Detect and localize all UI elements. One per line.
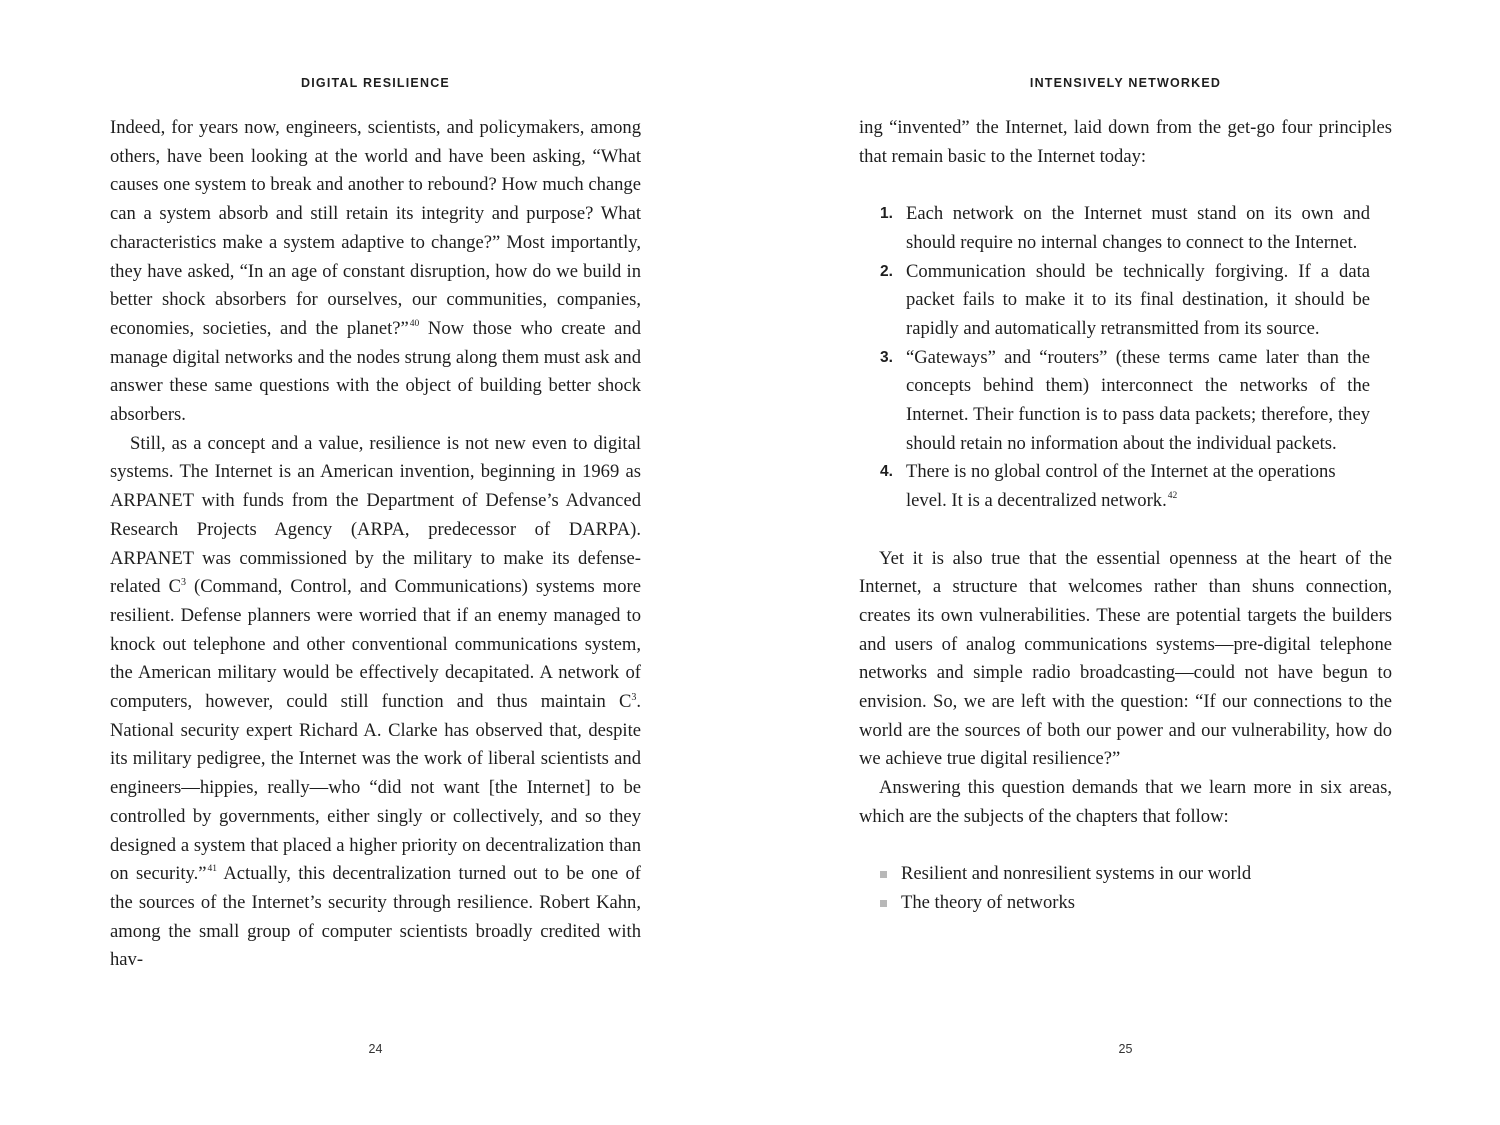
areas-list [859,860,1392,917]
principle-item [880,344,1392,459]
principle-item [880,200,1392,257]
principle-text: “Gateways” and “routers” (these terms came later than the concepts behind them) interconnect the networks of the Internet. Their function is to pass data packets; therefore, they should retain no information about the individual packets. [906,346,1370,454]
paragraph-shock-absorbers: Indeed, for years now, engineers, scientists, and policymakers, among others, have been looking at the world and have been asking, “What causes one system to break and another to rebound? How much change can a system absorb and still retain its integrity and purpose? What characteristics make a system adaptive to change?” Most importantly, they have asked, “In an age of constant disruption, how do we build in better shock absorbers for ourselves, our communities, companies, economies, societies, and the planet?”$^{40}$ Now those who create and manage digital networks and the nodes strung along them must ask and answer these same questions with the object of building better shock absorbers. [110,117,641,426]
paragraph-openness: Yet it is also true that the essential openness at the heart of the Internet, a structure that welcomes rather than shuns connection, creates its own vulnerabilities. These are potential targets the builders and users of analog communications systems—pre-digital telephone networks and simple radio broadcasting—could not have begun to envision. So, we are left with the question: “If our connections to the world are the sources of both our power and our vulnerability, how do we achieve true digital resilience?” [859,547,1392,770]
principle-text: Each network on the Internet must stand on its own and should require no internal changes to connect to the Internet. [906,203,1370,253]
square-bullet-icon [880,871,887,878]
footnote-ref-40[interactable]: 40 [409,318,420,329]
running-head-right: INTENSIVELY NETWORKED [1029,76,1222,90]
left-body-text [110,114,641,975]
square-bullet-icon [880,900,887,907]
footnote-ref-41[interactable]: 41 [207,864,218,875]
principle-text: There is no global control of the Internet at the operations level. It is a decentralized network.$^{42}$ [906,461,1336,512]
principle-number: 2. [880,262,893,280]
paragraph-arpanet: Still, as a concept and a value, resilience is not new even to digital systems. The Internet is an American invention, beginning in 1969 as ARPANET with funds from the Department of Defense’s Advanced Research Projects Agency (ARPA, predecessor of DARPA). ARPANET was commissioned by the military to make its defense-related $C^3$ (Command, Control, and Communications) systems more resilient. Defense planners were worried that if an enemy managed to knock out telephone and other conventional communications system, the American military would be effectively decapitated. A network of computers, however, could still function and thus maintain $C^3$. National security expert Richard A. Clarke has observed that, despite its military pedigree, the Internet was the work of liberal scientists and engineers—hippies, really—who “did not want [the Internet] to be controlled by governments, either singly or collectively, and so they designed a system that placed a higher priority on decentralization than on security.”$^{41}$ Actually, this decentralization turned out to be one of the sources of the Internet’s security through resilience. Robert Kahn, among the small group of computer scientists broadly credited with hav- [110,432,642,971]
superscript-3: 3 [181,577,186,589]
left-page [110,0,641,1125]
principle-item [880,258,1392,344]
paragraph-intro: ing “invented” the Internet, laid down from the get-go four principles that remain basic to the Internet today: [859,117,1392,167]
principle-text: Communication should be technically forgiving. If a data packet fails to make it to its final destination, it should be rapidly and automatically retransmitted from its source. [906,260,1370,339]
principle-number: 3. [880,348,893,366]
area-item: The theory of networks [901,889,1392,918]
area-item: Resilient and nonresilient systems in our world [901,860,1392,889]
page-number-right: 25 [1118,1042,1133,1056]
principle-number: 4. [880,463,893,481]
paragraph-answering: Answering this question demands that we learn more in six areas, which are the subjects of the chapters that follow: [859,777,1392,827]
right-page [859,0,1392,1125]
footnote-ref-42[interactable]: 42 [1167,491,1178,502]
principle-number: 1. [880,205,893,223]
principle-item [880,458,1392,515]
running-head-left: DIGITAL RESILIENCE [301,76,450,90]
principles-list [859,200,1392,516]
right-body-text [859,114,1392,918]
superscript-3: 3 [631,692,637,704]
page-number-left: 24 [368,1042,383,1056]
